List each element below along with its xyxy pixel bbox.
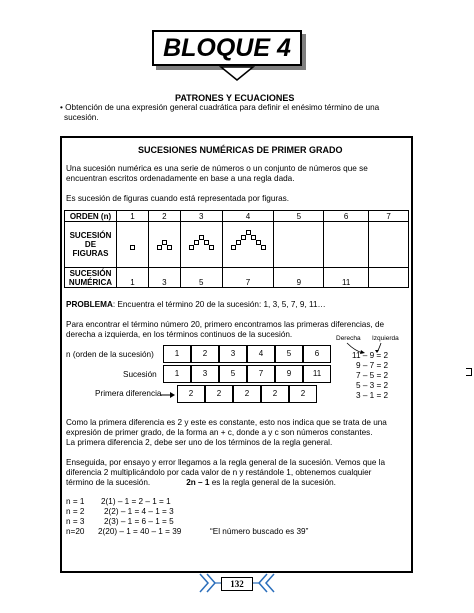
difference-box: 2: [205, 385, 233, 403]
order-box: 2: [191, 345, 219, 363]
label-sequence: Sucesión: [123, 370, 157, 379]
sequence-box: 3: [191, 365, 219, 383]
order-cell: 6: [324, 211, 369, 222]
order-box: 4: [247, 345, 275, 363]
difference-operation: 5 – 3 = 2: [356, 381, 389, 390]
figure-empty: [274, 222, 324, 268]
figure-3: [148, 222, 180, 268]
box-heading: SUCESIONES NUMÉRICAS DE PRIMER GRADO: [138, 145, 343, 155]
problem-text: : Encuentra el término 20 de la sucesión: 1, 3, 5, 7, 9, 11…: [112, 300, 326, 309]
difference-operation: 3 – 1 = 2: [356, 391, 389, 400]
difference-operation: 9 – 7 = 2: [356, 361, 389, 370]
numeric-cell: 7: [222, 268, 274, 288]
order-box: 1: [163, 345, 191, 363]
sequence-box: 5: [219, 365, 247, 383]
order-cell: 1: [116, 211, 148, 222]
calc-expr: 2(1) – 1 = 2 – 1 = 1: [101, 497, 171, 506]
difference-box: 2: [233, 385, 261, 403]
figure-7: [222, 222, 274, 268]
difference-box: 2: [289, 385, 317, 403]
sequence-box: 1: [163, 365, 191, 383]
difference-box: 2: [177, 385, 205, 403]
general-rule: 2n – 1: [186, 478, 210, 487]
page-title: BLOQUE 4: [152, 30, 302, 66]
order-box: 3: [219, 345, 247, 363]
rule-line-3: [66, 478, 336, 488]
calc-n: n = 3: [66, 517, 85, 526]
explanation-line-2: expresión de primer grado, de la forma an + c, donde a y c son números constantes.: [66, 428, 373, 437]
final-answer: “El número buscado es 39”: [210, 527, 309, 536]
sequence-box: 11: [303, 365, 331, 383]
figures-header-line: FIGURAS: [72, 249, 109, 258]
rule-text-end: es la regla general de la sucesión.: [209, 478, 336, 487]
figure-empty: [369, 222, 409, 268]
calc-expr: 2(20) – 1 = 40 – 1 = 39: [98, 527, 182, 536]
order-cell: 2: [148, 211, 180, 222]
figures-header-line: SUCESIÓN: [69, 231, 112, 240]
arrow-right-icon: [160, 391, 176, 399]
numeric-header-line: SUCESIÓN: [69, 268, 112, 278]
figure-5: [180, 222, 222, 268]
order-cell: 5: [274, 211, 324, 222]
method-line-2: derecha a izquierda, en los términos continuos de la sucesión.: [66, 330, 293, 339]
sequence-box: 7: [247, 365, 275, 383]
calc-expr: 2(3) – 1 = 6 – 1 = 5: [104, 517, 174, 526]
numeric-cell: 5: [180, 268, 222, 288]
figures-header-line: DE: [84, 240, 97, 249]
topic-bullet: • Obtención de una expresión general cuadrática para definir el enésimo término de una: [60, 103, 380, 112]
figures-definition: Es sucesión de figuras cuando está representada por figuras.: [66, 194, 290, 203]
numeric-cell: 9: [274, 268, 324, 288]
order-box: 5: [275, 345, 303, 363]
margin-mark: [466, 368, 472, 376]
definition-line-2: encuentran escritos ordenadamente en base a una regla dada.: [66, 174, 295, 183]
topic-bullet-cont: sucesión.: [64, 113, 99, 122]
explanation-line-3: La primera diferencia 2, debe ser uno de los términos de la regla general.: [66, 438, 333, 447]
numeric-cell: 3: [148, 268, 180, 288]
calc-n: n = 2: [66, 507, 85, 516]
problem-label: PROBLEMA: [66, 300, 113, 309]
definition-line-1: Una sucesión numérica es una serie de números o un conjunto de números que se: [66, 164, 368, 173]
rule-text: término de la sucesión.: [66, 478, 151, 487]
difference-operation: 11 – 9 = 2: [352, 351, 389, 360]
numeric-header: [65, 268, 117, 288]
explanation-line-1: Como la primera diferencia es 2 y este es constante, esto nos indica que se trata de una: [66, 418, 387, 427]
order-box: 6: [303, 345, 331, 363]
problem-statement: [66, 300, 326, 310]
calc-expr: 2(2) – 1 = 4 – 1 = 3: [104, 507, 174, 516]
order-cell: 4: [222, 211, 274, 222]
label-izquierda: Izquierda: [372, 335, 399, 342]
topic-heading: PATRONES Y ECUACIONES: [175, 93, 295, 103]
order-cell: 3: [180, 211, 222, 222]
order-cell: 7: [369, 211, 409, 222]
order-header: ORDEN (n): [65, 211, 117, 222]
numeric-header-line: NUMÉRICA: [68, 277, 113, 287]
label-first-difference: Primera diferencia: [95, 389, 162, 398]
rule-line-2: diferencia 2 multiplicándolo por cada valor de n y restándole 1, obtenemos cualquier: [66, 468, 372, 477]
calc-n: n = 1: [66, 497, 85, 506]
rule-line-1: Enseguida, por ensayo y error llegamos a la regla general de la sucesión. Vemos que la: [66, 458, 386, 467]
calc-n: n=20: [66, 527, 85, 536]
figures-header: [65, 222, 117, 268]
label-order: n (orden de la sucesión): [66, 350, 154, 359]
difference-box: 2: [261, 385, 289, 403]
difference-operation: 7 – 5 = 2: [356, 371, 389, 380]
sequence-box: 9: [275, 365, 303, 383]
title-arrow-icon: [219, 66, 255, 82]
numeric-cell: 1: [116, 268, 148, 288]
label-derecha: Derecha: [336, 335, 361, 342]
figure-empty: [324, 222, 369, 268]
method-line-1: Para encontrar el término número 20, primero encontramos las primeras diferencias, de: [66, 320, 385, 329]
numeric-cell: [369, 268, 409, 288]
numeric-cell: 11: [324, 268, 369, 288]
page-number: 132: [221, 577, 253, 591]
sequence-table: [64, 210, 409, 288]
figure-1: [116, 222, 148, 268]
